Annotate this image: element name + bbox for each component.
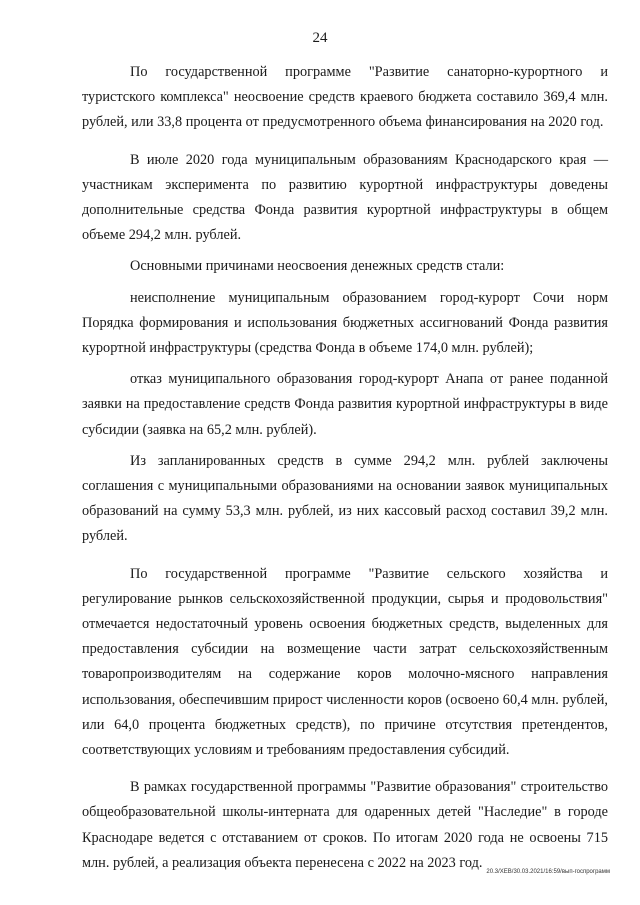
paragraph-reason-sochi: неисполнение муниципальным образованием город-курорт Сочи норм Порядка формирования и использования бюджетных ассигнований Фонда развития курортной инфраструктуры (средства Фонда в объеме 174,0 млн. рублей); — [82, 289, 608, 357]
paragraph-resort-program: По государственной программе "Развитие санаторно-курортного и туристского комплекса" неосвоение средств краевого бюджета составило 369,4 млн. рублей, или 33,8 процента от предусмотренного объема финансирования на 2020 год. — [82, 64, 608, 131]
page-number: 24 — [312, 30, 328, 46]
paragraph-agriculture-program: По государственной программе "Развитие сельского хозяйства и регулирование рынков сельскохозяйственной продукции, сырья и продовольствия" отмечается недостаточный уровень освоения бюджетных средств, выделенных для предоставления субсидии на возмещение части затрат сельскохозяйственным товаропроизводителям на содержание коров молочно-мясного направления использования, обеспечившим прирост численности коров (освоено 60,4 млн. рублей, или 64,0 процента бюджетных средств), по причине отсутствия претендентов, соответствующих условиям и требованиям предоставления субсидий. — [82, 565, 608, 759]
paragraph-reasons-intro: Основными причинами неосвоения денежных средств стали: — [130, 258, 505, 275]
paragraph-agreements: Из запланированных средств в сумме 294,2 млн. рублей заключены соглашения с муниципальными образованиями на основании заявок муниципальных образований на сумму 53,3 млн. рублей, из них кассовый расход составил 39,2 млн. рублей. — [82, 452, 608, 545]
paragraph-reason-anapa: отказ муниципального образования город-курорт Анапа от ранее поданной заявки на предоставление средств Фонда развития курортной инфраструктуры в виде субсидии (заявка на 65,2 млн. рублей). — [82, 371, 608, 438]
footer-code: 20.3/ХЕВ/30.03.2021/16:59/вып-госпрограмм — [486, 869, 610, 875]
paragraph-education-program: В рамках государственной программы "Развитие образования" строительство общеобразовательной школы-интерната для одаренных детей "Наследие" в городе Краснодаре ведется с отставанием от сроков. По итогам 2020 года не освоены 715 млн. рублей, а реализация объекта перенесена с 2022 на 2023 год. — [82, 779, 608, 871]
paragraph-resort-fund: В июле 2020 года муниципальным образованиям Краснодарского края — участникам эксперимента по развитию курортной инфраструктуры доведены дополнительные средства Фонда развития курортной инфраструктуры в общем объеме 294,2 млн. рублей. — [82, 151, 608, 244]
document-body — [82, 60, 608, 876]
